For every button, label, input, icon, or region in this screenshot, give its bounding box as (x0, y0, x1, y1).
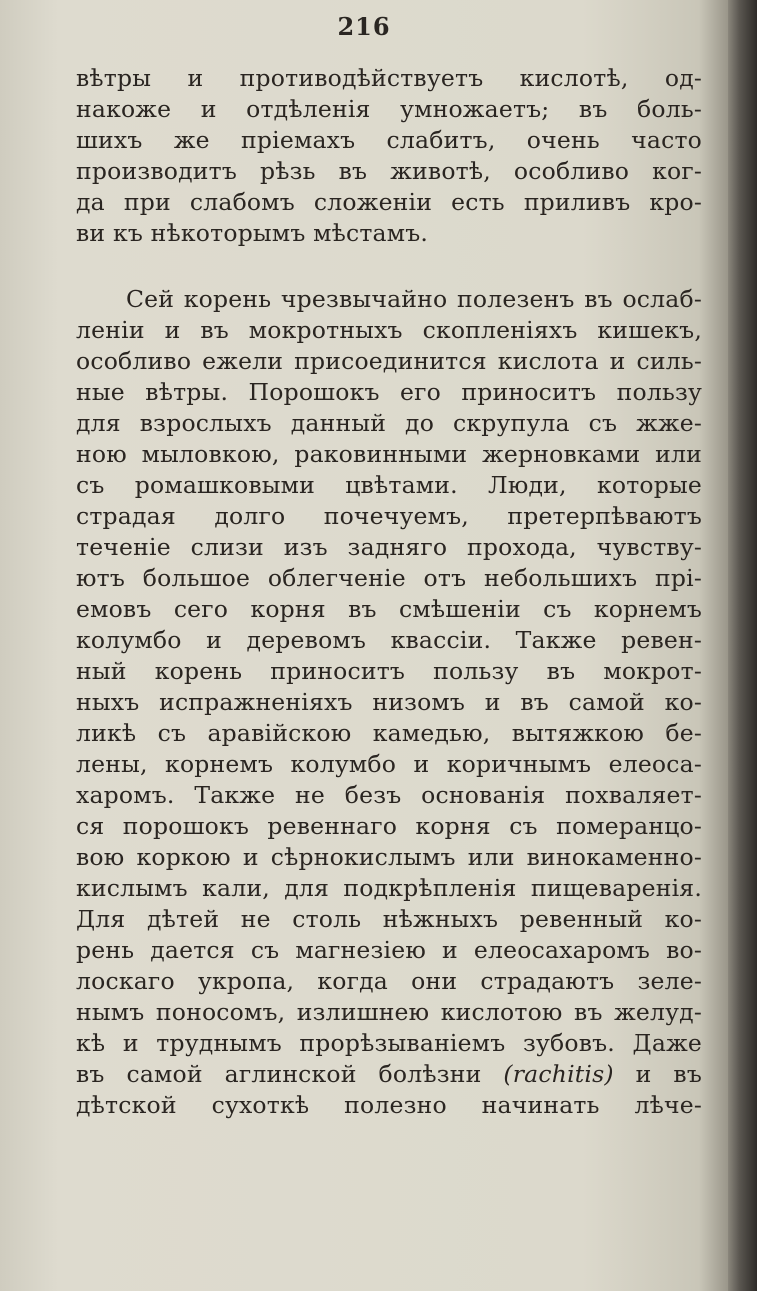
text-line: лоскаго укропа, когда они страдаютъ зеле- (76, 967, 702, 995)
text-line: нымъ поносомъ, излишнею кислотою въ желуд- (76, 998, 702, 1026)
text-line: да при слабомъ сложеніи есть приливъ кро- (76, 188, 702, 216)
text-line: колумбо и деревомъ квассіи. Также ревен- (76, 626, 702, 654)
paragraph-1 (76, 63, 702, 249)
text-line: страдая долго почечуемъ, претерпѣваютъ (76, 502, 702, 530)
text-line: ви къ нѣкоторымъ мѣстамъ. (76, 219, 429, 247)
text-line: вою коркою и сѣрнокислымъ или винокаменно- (76, 843, 702, 871)
text-line: Сей корень чрезвычайно полезенъ въ ослаб- (126, 285, 702, 313)
text-line: вѣтры и противодѣйствуетъ кислотѣ, од- (76, 64, 702, 92)
text-line: ликѣ съ аравійскою камедью, вытяжкою бе- (76, 719, 702, 747)
text-line-with-latin (76, 1059, 702, 1090)
text-line: для взрослыхъ данный до скрупула съ жже- (76, 409, 702, 437)
text-line: съ ромашковыми цвѣтами. Люди, которые (76, 471, 702, 499)
latin-term: (rachitis) (503, 1060, 614, 1088)
text-line: теченіе слизи изъ задняго прохода, чувству- (76, 533, 702, 561)
text-line: накоже и отдѣленія умножаетъ; въ боль- (76, 95, 702, 123)
text-segment: и въ (635, 1060, 702, 1088)
text-line: ный корень приноситъ пользу въ мокрот- (76, 657, 702, 685)
text-line: шихъ же пріемахъ слабитъ, очень часто (76, 126, 702, 154)
paragraph-2 (76, 284, 702, 1121)
text-line: ныхъ испражненіяхъ низомъ и въ самой ко- (76, 688, 702, 716)
text-line: лены, корнемъ колумбо и коричнымъ елеоса- (76, 750, 702, 778)
text-line: кѣ и труднымъ прорѣзываніемъ зубовъ. Даже (76, 1029, 702, 1057)
text-line: дѣтской сухоткѣ полезно начинать лѣче- (76, 1091, 702, 1119)
text-line: рень дается съ магнезіею и елеосахаромъ во- (76, 936, 702, 964)
text-line: Для дѣтей не столь нѣжныхъ ревенный ко- (76, 905, 702, 933)
text-segment: въ самой аглинской болѣзни (76, 1060, 482, 1088)
text-line: ные вѣтры. Порошокъ его приноситъ пользу (76, 378, 702, 406)
text-line: леніи и въ мокротныхъ скопленіяхъ кишекъ, (76, 316, 702, 344)
text-line: кислымъ кали, для подкрѣпленія пищеваренія. (76, 874, 702, 902)
text-line: особливо ежели присоединится кислота и силь- (76, 347, 702, 375)
text-line: ся порошокъ ревеннаго корня съ померанцо- (76, 812, 702, 840)
text-line: харомъ. Также не безъ основанія похваляет- (76, 781, 702, 809)
page-number: 216 (337, 12, 391, 41)
text-line: емовъ сего корня въ смѣшеніи съ корнемъ (76, 595, 702, 623)
text-line: ютъ большое облегченіе отъ небольшихъ прі- (76, 564, 702, 592)
text-line: ною мыловкою, раковинными жерновками или (76, 440, 702, 468)
text-line: производитъ рѣзь въ животѣ, особливо ког- (76, 157, 702, 185)
book-binding-edge (728, 0, 757, 1291)
